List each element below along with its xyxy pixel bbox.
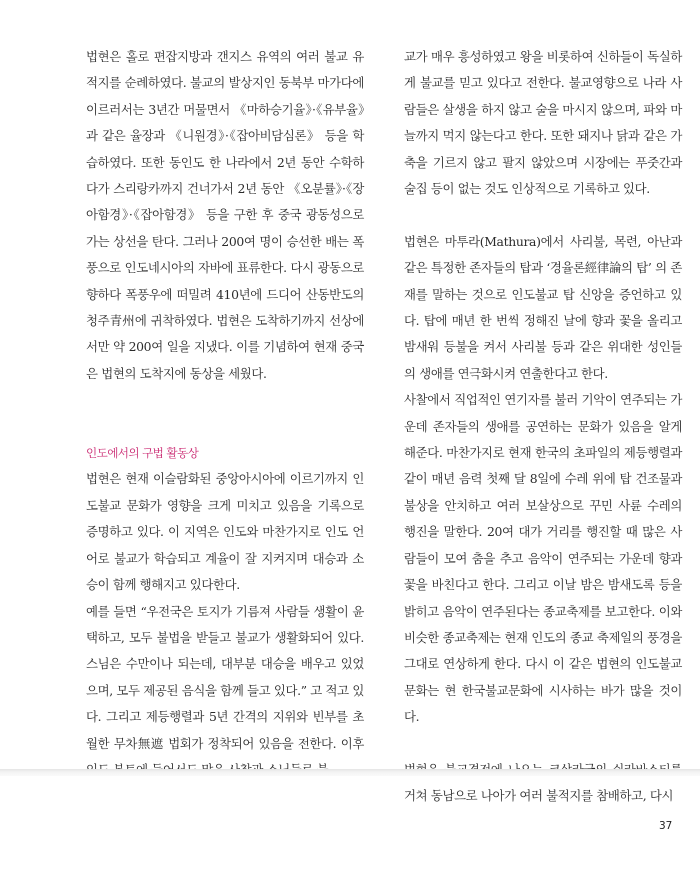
section-subheading: 인도에서의 구법 활동상 (86, 446, 199, 461)
right-paragraph-2: 법현은 마투라(Mathura)에서 사리불, 목련, 아난과 같은 특정한 존자들의 탑과 ‘경율론經律論의 탑’ 의 존재를 말하는 것으로 인도불교 탑 신앙을 증언하고 있다. 탑에 매년 한 번씩 정해진 날에 향과 꽃을 올리고 밤새워 등불을 켜서 사리불 등과 같은 위대한 성인들의 생애를 연극화시켜 연출한다고 한다. (404, 233, 682, 381)
right-paragraph-1: 교가 매우 흥성하였고 왕을 비롯하여 신하들이 독실하게 불교를 믿고 있다고 전한다. 불교영향으로 나라 사람들은 살생을 하지 않고 술을 마시지 않으며, 파와 마늘까지 먹지 않는다고 한다. 또한 돼지나 닭과 같은 가축을 기르지 않고 팔지 않았으며 시장에는 푸줏간과 술집 등이 없는 것도 인상적으로 기록하고 있다. (404, 49, 682, 197)
right-paragraph-4: 거쳐 동남으로 나아가 여러 불적지를 참배하고, 다시 (404, 788, 674, 804)
paragraph-spacer (86, 387, 364, 440)
paragraph-spacer (404, 731, 682, 757)
paragraph-spacer (404, 202, 682, 228)
left-column (86, 44, 364, 783)
page-number: 37 (659, 820, 673, 832)
left-paragraph-3: 예를 들면 “우전국은 토지가 기름져 사람들 생활이 윤택하고, 모두 불법을 받들고 불교가 생활화되어 있다. 스님은 수만이나 되는데, 대부분 대승을 배우고 있었으며, 모두 제공된 음식을 함께 들고 있다.” 고 적고 있다. 그리고 제등행렬과 5년 간격의 지위와 빈부를 초월한 무차無遮 법회가 정착되어 있음을 전한다. 이후 (86, 603, 364, 751)
left-paragraph-2: 법현은 현재 이슬람화된 중앙아시아에 이르기까지 인도불교 문화가 영향을 크게 미치고 있음을 기록으로 증명하고 있다. 이 지역은 인도와 마찬가지로 인도 언어로 불교가 학습되고 계율이 잘 지켜지며 대승과 소승이 함께 행해지고 있다한다. (86, 471, 364, 593)
left-paragraph-1: 법현은 홀로 편잡지방과 갠지스 유역의 여러 불교 유적지를 순례하였다. 불교의 발상지인 동북부 마가다에 이르러서는 3년간 머물면서 《마하승기율》·《유부율》과 같은 율장과 《니원경》·《잡아비담심론》 등을 학습하였다. 또한 동인도 한 나라에서 2년 동안 수학하다가 스리랑카까지 건너가서 2년 동안 《오분률》·《장아함경》·《잡아함경》 등을 구한 후 중국 광동성으로 가는 상선을 탄다. 그러나 200여 명이 승선한 배는 폭풍으로 인도네시아의 자바에 표류한다. 다시 광동으로 향하다 폭풍우에 떠밀려 410년에 드디어 산동반도의 청주青州에 귀착하였다. 법현은 도착하기까지 선상에서만 약 200여 일을 지냈다. 이를 기념하여 현재 중국은 법현의 도착지에 동상을 세웠다. (86, 49, 364, 381)
footer-rule (0, 769, 700, 776)
right-paragraph-3: 사찰에서 직업적인 연기자를 불러 기악이 연주되는 가운데 존자들의 생애를 공연하는 문화가 있음을 알게 해준다. 마찬가지로 현재 한국의 초파일의 제등행렬과 같이 매년 음력 첫째 달 8일에 수레 위에 탑 건조물과 불상을 안치하고 여러 보살상으로 꾸민 사륜 수레의 행진을 말한다. 20여 대가 거리를 행진할 때 많은 사람들이 모여 춤을 추고 음악이 연주되는 가운데 향과 꽃을 바친다고 한다. 그리고 이날 밤은 밤새도록 등을 밝히고 음악이 연주된다는 종교축제를 보고한다. 이와 비슷한 종교축제는 현재 인도의 종교 축제일의 풍경을 그대로 연상하게 한다. 다시 이 같은 법현의 인도불교 문화는 현 한국불교문화에 시사하는 바가 많을 것이다. (404, 392, 682, 725)
right-column (404, 44, 682, 810)
